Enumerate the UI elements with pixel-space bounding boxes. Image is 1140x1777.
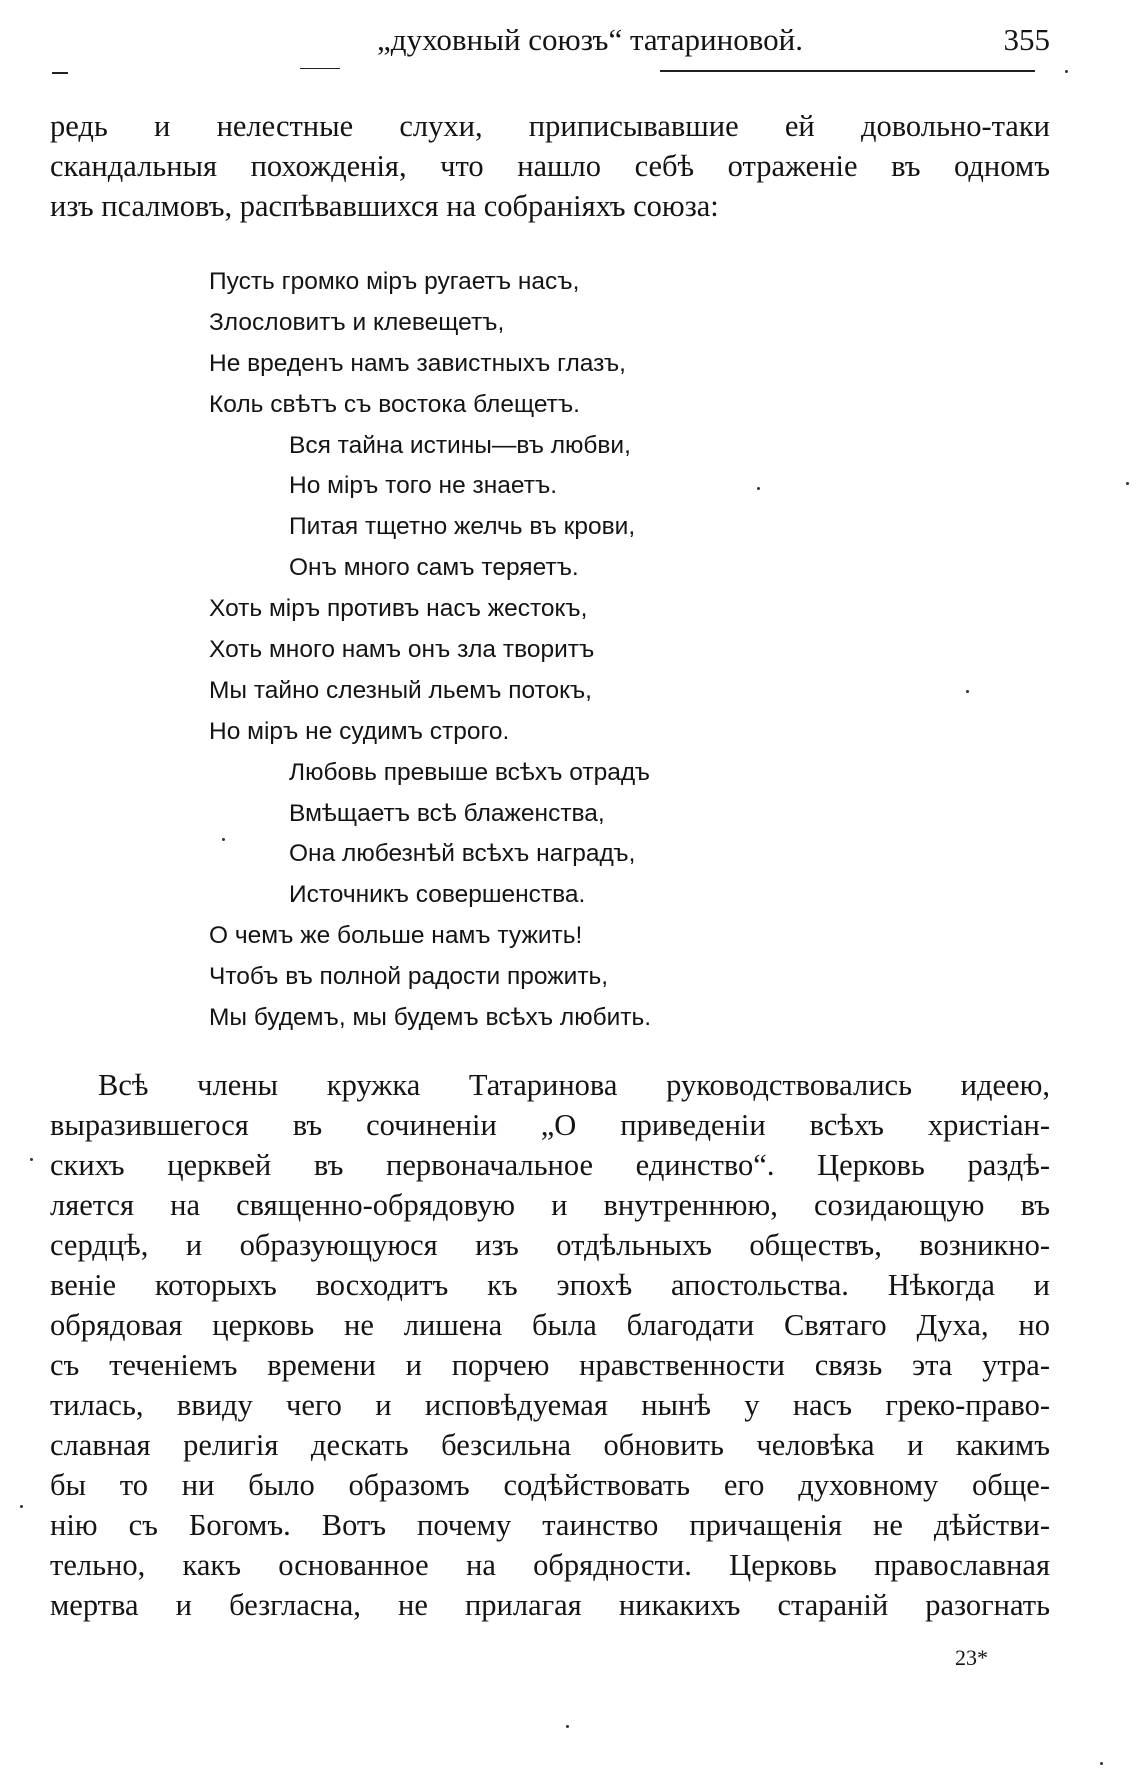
scan-speck: [222, 838, 225, 841]
text-line: редь и нелестные слухи, приписывавшие ей довольно-таки: [50, 109, 1050, 143]
verse-line: Коль свѣтъ съ востока блещетъ.: [209, 390, 580, 418]
verse-line: Вся тайна истины—въ любви,: [289, 431, 631, 459]
running-head: [50, 22, 1050, 62]
verse-line: Злословитъ и клевещетъ,: [209, 308, 505, 336]
verse-line: Мы тайно слезный льемъ потокъ,: [209, 676, 592, 704]
verse-line: Вмѣщаетъ всѣ блаженства,: [289, 799, 605, 827]
scan-speck: [757, 487, 760, 490]
scan-speck: [20, 1505, 23, 1508]
text-line: бы то ни было образомъ содѣйствовать его духовному обще-: [50, 1468, 1050, 1502]
header-rule-fragment: [300, 68, 340, 69]
text-line: изъ псалмовъ, распѣвавшихся на собраніяхъ союза:: [50, 189, 719, 223]
psalm-verse: [209, 262, 809, 1039]
text-line: тилась, ввиду чего и исповѣдуемая нынѣ у насъ греко-право-: [50, 1388, 1050, 1422]
running-title: „духовный союзъ“ татариновой.: [377, 22, 803, 57]
paragraph-continuation: [50, 106, 1050, 226]
verse-line: Мы будемъ, мы будемъ всѣхъ любить.: [209, 1004, 652, 1032]
scan-speck: [1065, 70, 1068, 73]
text-line: ляется на священно-обрядовую и внутреннюю, созидающую въ: [50, 1188, 1050, 1222]
scan-speck: [1100, 1762, 1103, 1765]
text-line: обрядовая церковь не лишена была благодати Святаго Духа, но: [50, 1308, 1050, 1342]
text-line: съ теченіемъ времени и порчею нравственности связь эта утра-: [50, 1348, 1050, 1382]
text-line: мертва и безгласна, не прилагая никакихъ стараній разогнать: [50, 1588, 1050, 1622]
paragraph-main: [50, 1065, 1050, 1625]
verse-line: Питая тщетно желчь въ крови,: [289, 513, 636, 541]
verse-line: Но міръ того не знаетъ.: [289, 472, 558, 500]
verse-line: Хоть міръ противъ насъ жестокъ,: [209, 595, 588, 623]
signature-mark: 23*: [955, 1645, 988, 1670]
verse-line: Пусть громко міръ ругаетъ насъ,: [209, 268, 580, 295]
scan-speck: [566, 1725, 569, 1728]
verse-line: О чемъ же больше намъ тужить!: [209, 922, 583, 950]
text-line: сердцѣ, и образующуюся изъ отдѣльныхъ обществъ, возникно-: [50, 1228, 1050, 1262]
verse-line: Любовь превыше всѣхъ отрадъ: [289, 758, 650, 786]
text-line: нію съ Богомъ. Вотъ почему таинство причащенія не дѣйстви-: [50, 1508, 1050, 1542]
scan-speck: [966, 690, 969, 693]
text-line: Всѣ члены кружка Татаринова руководствовались идеею,: [98, 1068, 1050, 1102]
verse-line: Но міръ не судимъ строго.: [209, 717, 510, 745]
verse-line: Она любезнѣй всѣхъ наградъ,: [289, 840, 636, 868]
verse-line: Источникъ совершенства.: [289, 881, 586, 909]
header-rule-fragment: [52, 72, 68, 74]
text-line: скандальныя похожденія, что нашло себѣ отраженіе въ одномъ: [50, 149, 1050, 183]
verse-line: Чтобъ въ полной радости прожить,: [209, 963, 609, 991]
text-line: славная религія дескать безсильна обновить человѣка и какимъ: [50, 1428, 1050, 1462]
text-line: тельно, какъ основанное на обрядности. Церковь православная: [50, 1548, 1050, 1582]
scan-speck: [30, 1158, 33, 1161]
verse-line: Онъ много самъ теряетъ.: [289, 554, 579, 582]
page-number: 355: [1003, 22, 1050, 57]
verse-line: Не вреденъ намъ завистныхъ глазъ,: [209, 349, 626, 377]
header-rule: [660, 70, 1035, 72]
text-line: веніе которыхъ восходитъ къ эпохѣ апостольства. Нѣкогда и: [50, 1268, 1050, 1302]
verse-line: Хоть много намъ онъ зла творитъ: [209, 636, 595, 664]
scan-speck: [1126, 482, 1129, 485]
text-line: скихъ церквей въ первоначальное единство“. Церковь раздѣ-: [50, 1148, 1050, 1182]
text-line: выразившегося въ сочиненіи „О приведеніи всѣхъ христіан-: [50, 1108, 1050, 1142]
